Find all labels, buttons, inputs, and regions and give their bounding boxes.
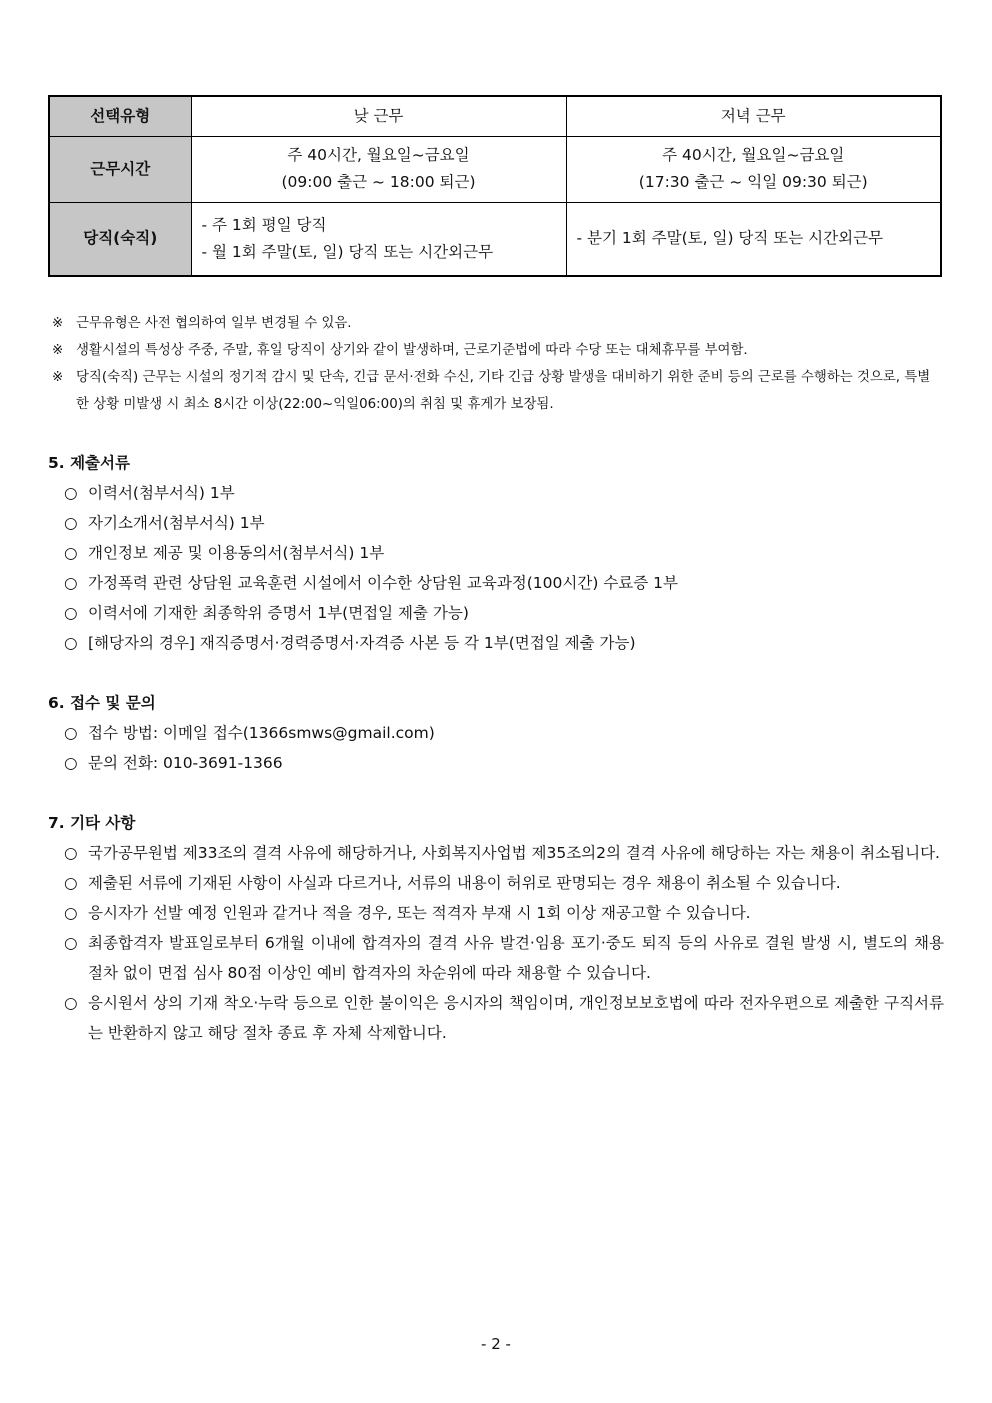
circle-bullet-icon: ○ xyxy=(64,634,78,652)
list-item xyxy=(48,928,944,988)
note-text: 근무유형은 사전 협의하여 일부 변경될 수 있음. xyxy=(76,316,352,331)
item-text: 이력서(첨부서식) 1부 xyxy=(88,484,235,502)
cell-line: - 분기 1회 주말(토, 일) 당직 또는 시간외근무 xyxy=(576,229,884,248)
note-item xyxy=(52,310,942,337)
header-night-shift: 저녁 근무 xyxy=(566,96,941,136)
circle-bullet-icon: ○ xyxy=(64,484,78,502)
list-item xyxy=(48,628,944,658)
cell-line: 주 40시간, 월요일~금요일 xyxy=(662,146,845,164)
list-item xyxy=(48,718,944,748)
row-label-hours: 근무시간 xyxy=(49,136,191,202)
section-contact xyxy=(48,688,944,778)
header-day-shift: 낮 근무 xyxy=(191,96,566,136)
list-item xyxy=(48,898,944,928)
circle-bullet-icon: ○ xyxy=(64,844,78,862)
note-text: 당직(숙직) 근무는 시설의 정기적 감시 및 단속, 긴급 문서·전화 수신, 기타 긴급 상황 발생을 대비하기 위한 준비 등의 근로를 수행하는 것으로, 특별한 상황 미발생 시 최소 8시간 이상(22:00~익일06:00)의 취침 및 휴게가 보장됨. xyxy=(76,370,931,412)
circle-bullet-icon: ○ xyxy=(64,904,78,922)
circle-bullet-icon: ○ xyxy=(64,514,78,532)
item-text: 가정폭력 관련 상담원 교육훈련 시설에서 이수한 상담원 교육과정(100시간) 수료증 1부 xyxy=(88,574,678,592)
item-text: 자기소개서(첨부서식) 1부 xyxy=(88,514,265,532)
item-text: 이력서에 기재한 최종학위 증명서 1부(면접일 제출 가능) xyxy=(88,604,469,622)
work-schedule-table xyxy=(48,95,942,277)
section-documents xyxy=(48,448,944,658)
list-item xyxy=(48,598,944,628)
section-title: 5. 제출서류 xyxy=(48,454,130,472)
circle-bullet-icon: ○ xyxy=(64,934,78,952)
day-hours-cell xyxy=(191,136,566,202)
list-item xyxy=(48,538,944,568)
table-header-row xyxy=(49,96,941,136)
cell-line: (09:00 출근 ~ 18:00 퇴근) xyxy=(281,173,476,191)
header-type: 선택유형 xyxy=(49,96,191,136)
cell-line: 주 40시간, 월요일~금요일 xyxy=(287,146,470,164)
item-text: 제출된 서류에 기재된 사항이 사실과 다르거나, 서류의 내용이 허위로 판명되는 경우 채용이 취소될 수 있습니다. xyxy=(88,874,841,892)
cell-line: - 주 1회 평일 당직 xyxy=(201,215,327,234)
reference-mark-icon: ※ xyxy=(52,370,64,385)
day-duty-cell xyxy=(191,202,566,276)
circle-bullet-icon: ○ xyxy=(64,544,78,562)
night-duty-cell xyxy=(566,202,941,276)
item-text: 개인정보 제공 및 이용동의서(첨부서식) 1부 xyxy=(88,544,385,562)
notes-list xyxy=(52,310,942,418)
circle-bullet-icon: ○ xyxy=(64,754,78,772)
item-text: 응시자가 선발 예정 인원과 같거나 적을 경우, 또는 적격자 부재 시 1회 이상 재공고할 수 있습니다. xyxy=(88,904,751,922)
table-row-duty xyxy=(49,202,941,276)
item-text: 최종합격자 발표일로부터 6개월 이내에 합격자의 결격 사유 발견·임용 포기·중도 퇴직 등의 사유로 결원 발생 시, 별도의 채용 절차 없이 면접 심사 80점 이상인 예비 합격자의 차순위에 따라 채용할 수 있습니다. xyxy=(88,934,944,982)
list-item xyxy=(48,868,944,898)
circle-bullet-icon: ○ xyxy=(64,874,78,892)
reference-mark-icon: ※ xyxy=(52,343,64,358)
note-item xyxy=(52,337,942,364)
table-row-hours xyxy=(49,136,941,202)
note-text: 생활시설의 특성상 주중, 주말, 휴일 당직이 상기와 같이 발생하며, 근로기준법에 따라 수당 또는 대체휴무를 부여함. xyxy=(76,343,748,358)
item-text: 국가공무원법 제33조의 결격 사유에 해당하거나, 사회복지사업법 제35조의2의 결격 사유에 해당하는 자는 채용이 취소됩니다. xyxy=(88,844,940,862)
list-item xyxy=(48,478,944,508)
item-text: [해당자의 경우] 재직증명서·경력증명서·자격증 사본 등 각 1부(면접일 제출 가능) xyxy=(88,634,636,652)
list-item xyxy=(48,988,944,1048)
cell-line: (17:30 출근 ~ 익일 09:30 퇴근) xyxy=(638,173,868,191)
row-label-duty: 당직(숙직) xyxy=(49,202,191,276)
item-text: 응시원서 상의 기재 착오·누락 등으로 인한 불이익은 응시자의 책임이며, 개인정보보호법에 따라 전자우편으로 제출한 구직서류는 반환하지 않고 해당 절차 종료 후 자체 삭제합니다. xyxy=(88,994,944,1042)
circle-bullet-icon: ○ xyxy=(64,604,78,622)
item-text: 접수 방법: 이메일 접수(1366smws@gmail.com) xyxy=(88,724,435,742)
note-item xyxy=(52,364,942,418)
list-item xyxy=(48,838,944,868)
list-item xyxy=(48,508,944,538)
reference-mark-icon: ※ xyxy=(52,316,64,331)
section-etc xyxy=(48,808,944,1048)
circle-bullet-icon: ○ xyxy=(64,994,78,1012)
item-text: 문의 전화: 010-3691-1366 xyxy=(88,754,283,772)
list-item xyxy=(48,568,944,598)
page-number: - 2 - xyxy=(481,1335,511,1353)
list-item xyxy=(48,748,944,778)
circle-bullet-icon: ○ xyxy=(64,724,78,742)
night-hours-cell xyxy=(566,136,941,202)
section-title: 7. 기타 사항 xyxy=(48,814,136,832)
cell-line: - 월 1회 주말(토, 일) 당직 또는 시간외근무 xyxy=(201,242,494,261)
circle-bullet-icon: ○ xyxy=(64,574,78,592)
section-title: 6. 접수 및 문의 xyxy=(48,694,156,712)
